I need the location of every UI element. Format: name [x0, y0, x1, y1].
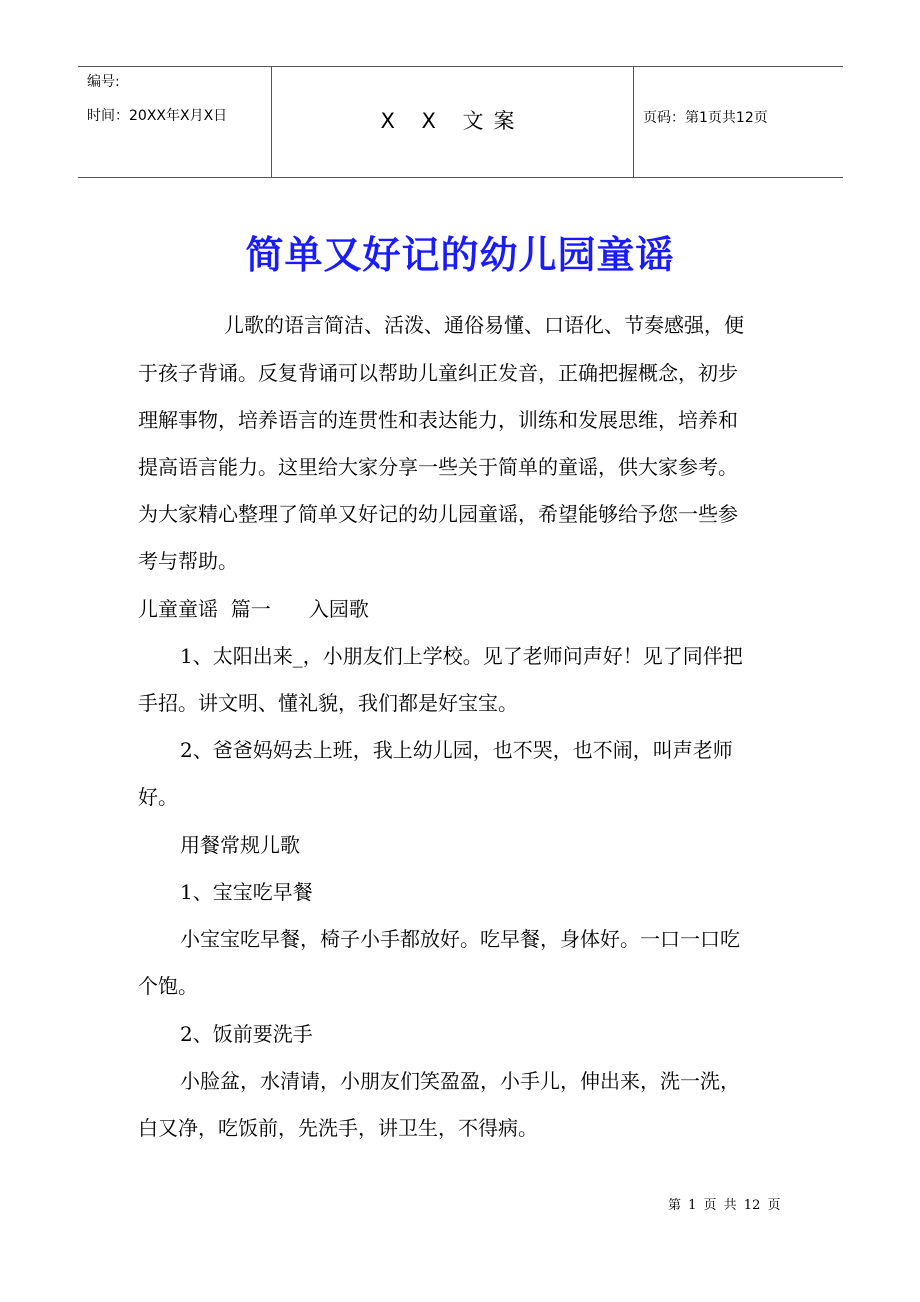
item-heading: 2、饭前要洗手: [180, 1022, 313, 1046]
body-line: 个饱。: [138, 974, 198, 998]
header-title: X X 文案: [380, 109, 525, 133]
header-page-label: 页码：第1页共12页: [643, 110, 768, 126]
intro-line: 为大家精心整理了简单又好记的幼儿园童谣，希望能够给予您一些参: [138, 502, 738, 526]
header-right-cell: [634, 67, 843, 177]
subsection-heading: 用餐常规儿歌: [180, 833, 300, 857]
header-center-cell: [272, 67, 634, 177]
body-line: 好。: [138, 785, 178, 809]
document-time-label: 时间：20XX年X月X日: [87, 108, 228, 124]
document-title: 简单又好记的幼儿园童谣: [245, 232, 675, 277]
body-line: 白又净，吃饭前，先洗手，讲卫生，不得病。: [138, 1116, 538, 1140]
header-left-cell: [78, 67, 272, 177]
document-number-label: 编号:: [87, 74, 120, 90]
intro-line: 儿歌的语言简洁、活泼、通俗易懂、口语化、节奏感强，便: [224, 313, 744, 337]
body-line: 手招。讲文明、懂礼貌，我们都是好宝宝。: [138, 691, 518, 715]
item-heading: 1、宝宝吃早餐: [180, 880, 313, 904]
intro-line: 于孩子背诵。反复背诵可以帮助儿童纠正发音，正确把握概念，初步: [138, 361, 738, 385]
body-line: 2、爸爸妈妈去上班，我上幼儿园，也不哭，也不闹，叫声老师: [180, 738, 733, 762]
section-heading: 儿童童谣 篇一 入园歌: [138, 597, 369, 621]
body-line: 小脸盆，水清请，小朋友们笑盈盈，小手儿，伸出来，洗一洗，: [180, 1069, 740, 1093]
intro-line: 提高语言能力。这里给大家分享一些关于简单的童谣，供大家参考。: [138, 455, 738, 479]
body-line: 小宝宝吃早餐，椅子小手都放好。吃早餐，身体好。一口一口吃: [180, 927, 740, 951]
intro-line: 考与帮助。: [138, 549, 238, 573]
body-line: 1、太阳出来_，小朋友们上学校。见了老师问声好！见了同伴把: [180, 644, 743, 668]
intro-line: 理解事物，培养语言的连贯性和表达能力，训练和发展思维，培养和: [138, 408, 738, 432]
page-footer: 第 1 页 共 12 页: [668, 1198, 781, 1213]
document-header: [78, 66, 843, 178]
